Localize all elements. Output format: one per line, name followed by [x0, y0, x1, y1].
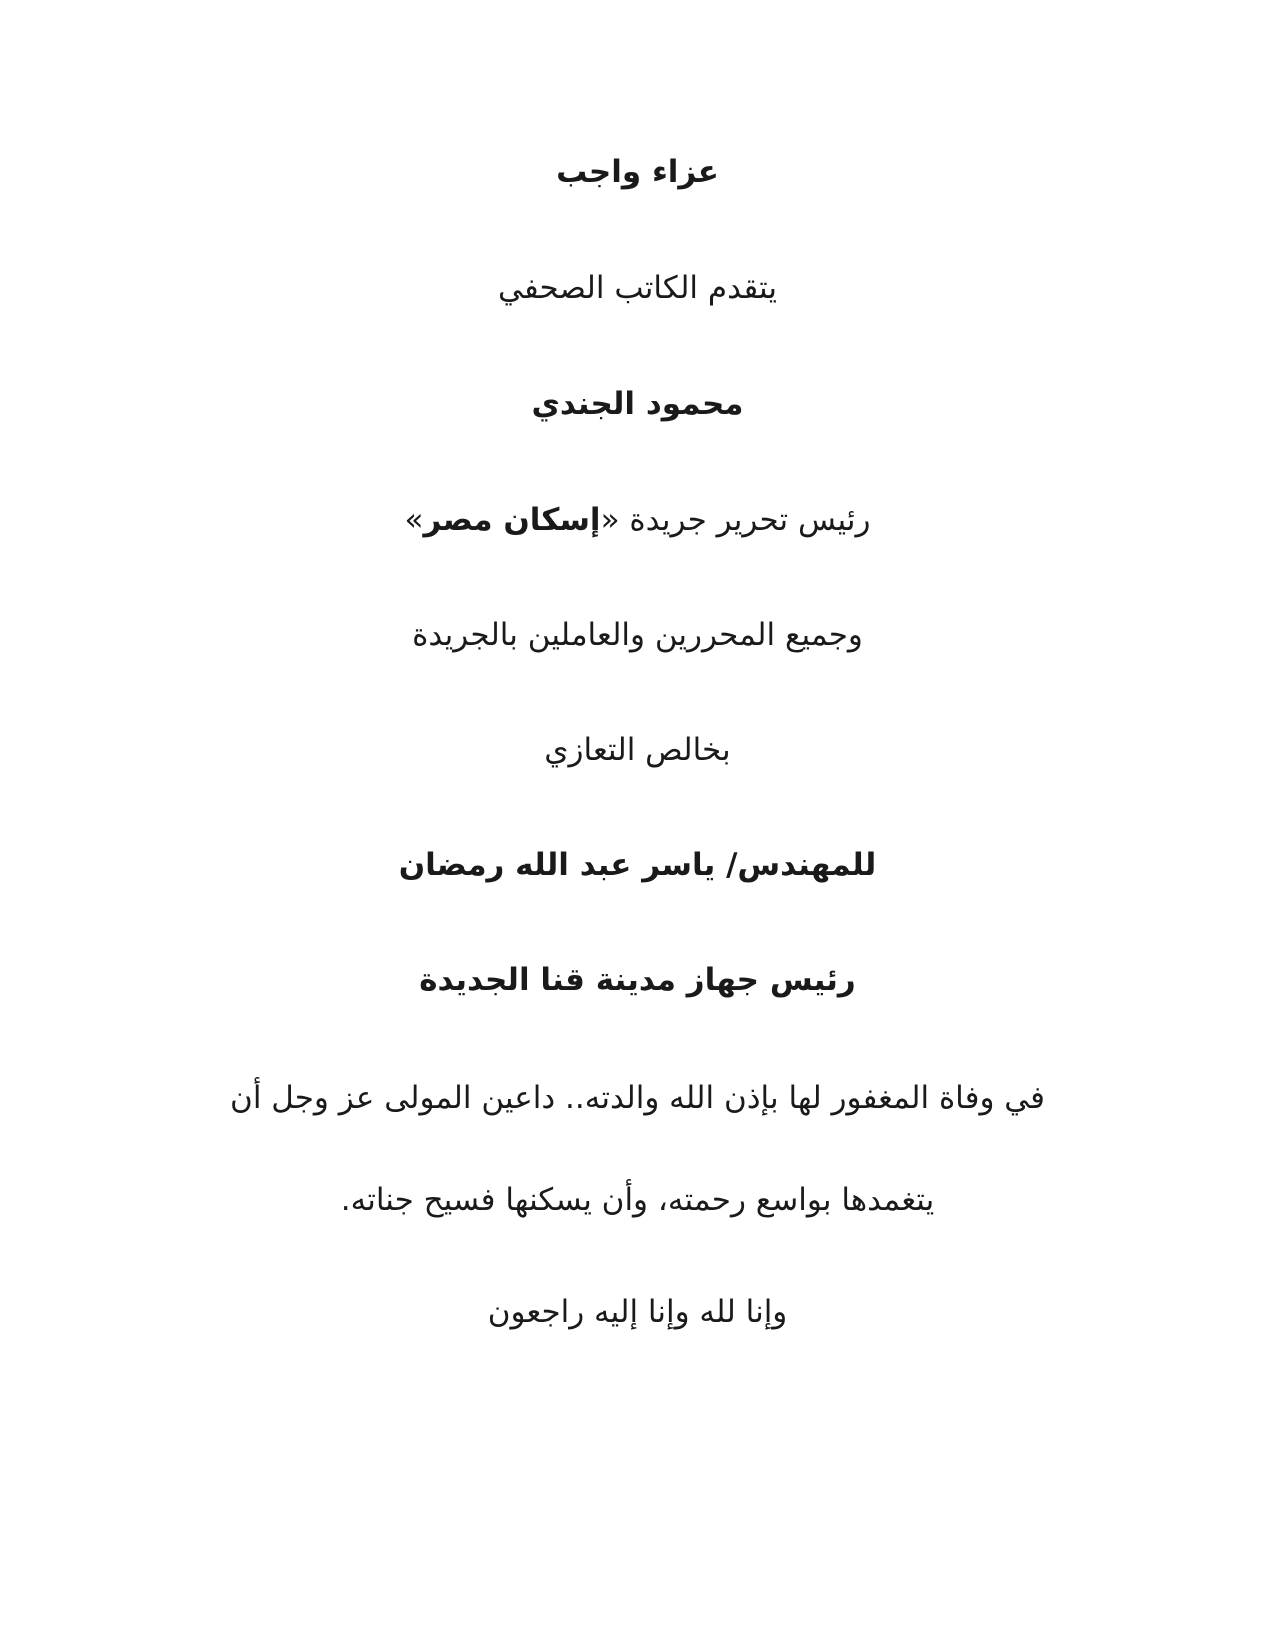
author-position	[160, 498, 1115, 542]
message-line-2: يتغمدها بواسع رحمته، وأن يسكنها فسيح جناته.	[340, 1182, 935, 1218]
document-title: عزاء واجب	[556, 154, 719, 190]
recipient-title: رئيس جهاز مدينة قنا الجديدة	[419, 962, 856, 998]
staff-line: وجميع المحررين والعاملين بالجريدة	[412, 617, 863, 653]
intro-line: يتقدم الكاتب الصحفي	[498, 270, 777, 306]
condolence-line: بخالص التعازي	[544, 732, 731, 768]
position-prefix: رئيس تحرير جريدة «	[600, 502, 871, 538]
position-suffix: »	[404, 502, 424, 538]
author-name: محمود الجندي	[531, 386, 744, 422]
recipient-name: للمهندس/ ياسر عبد الله رمضان	[398, 847, 877, 883]
message-line-1: في وفاة المغفور لها بإذن الله والدته.. داعين المولى عز وجل أن	[230, 1080, 1045, 1116]
newspaper-name: إسكان مصر	[423, 502, 601, 538]
closing-line: وإنا لله وإنا إليه راجعون	[487, 1294, 788, 1330]
